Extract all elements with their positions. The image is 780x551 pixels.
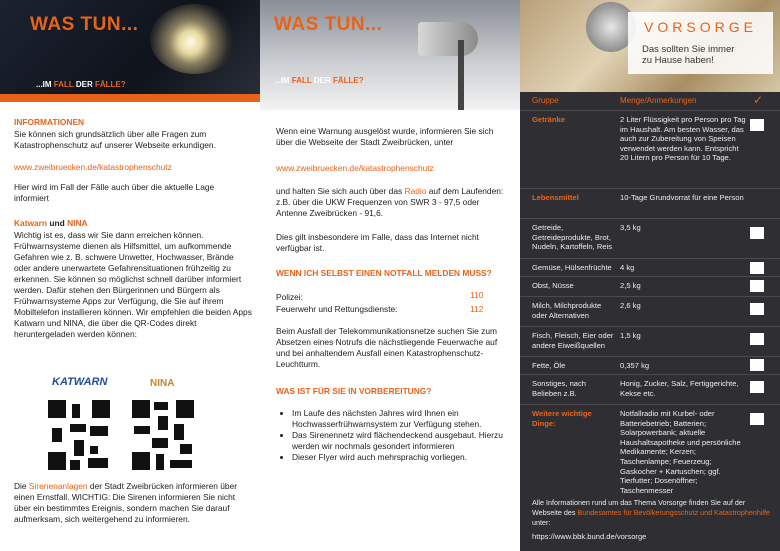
col-header-amount: Menge/Anmerkungen — [620, 96, 697, 105]
sirens-text: Die Sirenenanlagen der Stadt Zweibrücken informieren über einen Ernstfall. WICHTIG: Die Sirenen informieren Sie nicht über ein bestimmtes Ereignis, sondern machen Sie darauf aufmerksam, sich weitergehend zu informieren. — [14, 481, 238, 524]
hero-subtitle: ...IM FALL DER FÄLLE? — [36, 80, 126, 89]
table-row: Lebensmittel 10-Tage Grundvorrat für eine Person — [520, 188, 780, 189]
warning-link[interactable]: www.zweibruecken.de/katastrophenschutz — [276, 163, 434, 173]
checkbox[interactable] — [750, 227, 764, 239]
siren-horn-icon — [418, 22, 478, 56]
apps-heading: Katwarn und NINA — [14, 218, 88, 228]
checkbox[interactable] — [750, 413, 764, 425]
info-text: Sie können sich grundsätzlich über alle Fragen zum Katastrophenschutz auf unserer Webseite erkundigen. — [14, 129, 216, 150]
warning-text: Wenn eine Warnung ausgelöst wurde, informieren Sie sich über die Webseite der Stadt Zweibrücken, unter — [276, 126, 494, 147]
checkbox[interactable] — [750, 303, 764, 315]
table-row: Obst, Nüsse 2,5 kg — [520, 276, 780, 277]
info-link[interactable]: www.zweibruecken.de/katastrophenschutz — [14, 162, 172, 172]
apps-text: Wichtig ist es, dass wir Sie dann erreichen können. Frühwarnsysteme dienen als Hilfsmittel, um aufkommende Gefahren wie z. B. schwere Unwetter, Hochwasser, Brände oder andere unerwartete Gefahrensituationen frühzeitig zu erkennen. Sie können so möglichst schnell darüber informiert werden. Dafür stehen den Bürgerinnen und Bürgern als Frühwarnsysteme Apps zur Verfügung, die Sie auf ihrem Mobiltelefon installieren können. Wir empfehlen die beiden Apps Katwarn und NINA, die über die QR-Codes direkt heruntergeladen werden können: — [14, 230, 252, 339]
police-number[interactable]: 110 — [470, 290, 484, 300]
check-column-icon: ✓ — [753, 93, 764, 107]
table-row: Milch, Milchprodukte oder Alternativen 2,6 kg — [520, 296, 780, 297]
checkbox[interactable] — [750, 119, 764, 131]
checkbox[interactable] — [750, 262, 764, 274]
table-row: Getreide, Getreideprodukte, Brot, Nudeln, Kartoffeln, Reis 3,5 kg — [520, 218, 780, 219]
footer-link[interactable]: https://www.bbk.bund.de/vorsorge — [532, 532, 647, 541]
nina-logo: NINA — [150, 378, 175, 389]
panel-middle — [260, 0, 520, 551]
spotlight-icon — [150, 4, 240, 74]
checkbox[interactable] — [750, 280, 764, 292]
info-text-2: Hier wird im Fall der Fälle auch über die aktuelle Lage informiert — [14, 182, 215, 203]
qr-code-nina-icon[interactable] — [130, 398, 196, 472]
hero-title-2: WAS TUN... — [274, 14, 383, 35]
info-heading: INFORMATIONEN — [14, 117, 85, 127]
col-header-group: Gruppe — [532, 96, 559, 105]
katwarn-logo: KATWARN — [52, 376, 108, 388]
table-row: Fette, Öle 0,357 kg — [520, 356, 780, 357]
table-row: Getränke 2 Liter Flüssigkeit pro Person pro Tag im Haushalt. Am besten Wasser, das auch zur Zubereitung von Speisen verwendet werden kann. Entspricht 20 Litern pro Person für 10 Tage. — [520, 110, 780, 111]
panel-right — [520, 0, 780, 551]
radio-text: und halten Sie sich auch über das Radio auf dem Laufenden: z.B. über die UKW Frequenzen von SWR 3 - 97,5 oder Antenne Zweibrücken - 91,6. — [276, 186, 504, 218]
prep-heading: WAS IST FÜR SIE IN VORBEREITUNG? — [276, 386, 432, 396]
table-row: Sonstiges, nach Belieben z.B. Honig, Zucker, Salz, Fertiggerichte, Kekse etc. — [520, 374, 780, 375]
qr-code-katwarn-icon[interactable] — [46, 398, 112, 472]
hero-subtitle-2: ...IM FALL DER FÄLLE? — [274, 76, 364, 85]
list-item: • Dieser Flyer wird auch mehrsprachig vorliegen. — [292, 452, 506, 463]
table-row: Weitere wichtige Dinge: Notfallradio mit Kurbel- oder Batteriebetrieb; Batterien; Solarpowerbank; aktuelle Haushaltsapotheke und persönliche Medikamente; Kerzen; Taschenlampe; Feuerzeug; Gaskocher + Kartuschen; ggf. Tierfutter; Dosenöffner; Taschenmesser — [520, 404, 780, 405]
vorsorge-box — [628, 12, 773, 74]
internet-text: Dies gilt insbesondere im Falle, dass das Internet nicht verfügbar ist. — [276, 232, 479, 253]
outage-text: Beim Ausfall der Telekommunikationsnetze suchen Sie zum Absetzen eines Notrufs die nächstliegende Feuerwache auf und bei anhaltendem Ausfall einen Katastrophenschutz-Leuchtturm. — [276, 326, 498, 369]
table-row: Fisch, Fleisch, Eier oder andere Eiweißquellen 1,5 kg — [520, 326, 780, 327]
fire-number[interactable]: 112 — [470, 304, 484, 314]
checkbox[interactable] — [750, 381, 764, 393]
hero-title: WAS TUN... — [30, 14, 139, 35]
emergency-heading: WENN ICH SELBST EINEN NOTFALL MELDEN MUSS? — [276, 268, 492, 278]
checkbox[interactable] — [750, 333, 764, 345]
checkbox[interactable] — [750, 359, 764, 371]
list-item: • Im Laufe des nächsten Jahres wird Ihnen ein Hochwasserfrühwarnsystem zur Verfügung stehen. — [292, 408, 506, 430]
footer-text: Alle Informationen rund um das Thema Vorsorge finden Sie auf der Webseite des Bundesamtes für Bevölkerungsschutz und Katastrophenhilfe unter: — [532, 498, 771, 527]
vorsorge-subtitle: Das sollten Sie immer zu Hause haben! — [642, 44, 735, 66]
panel-left — [0, 0, 260, 551]
table-row: Gemüse, Hülsenfrüchte 4 kg — [520, 258, 780, 259]
prep-list — [280, 408, 506, 463]
vorsorge-title: VORSORGE — [644, 19, 757, 35]
fire-label: Feuerwehr und Rettungsdienste: — [276, 304, 398, 314]
list-item: • Das Sirenennetz wird flächendeckend ausgebaut. Hierzu werden wir nochmals gesondert informieren — [292, 430, 506, 452]
police-label: Polizei: — [276, 292, 303, 302]
